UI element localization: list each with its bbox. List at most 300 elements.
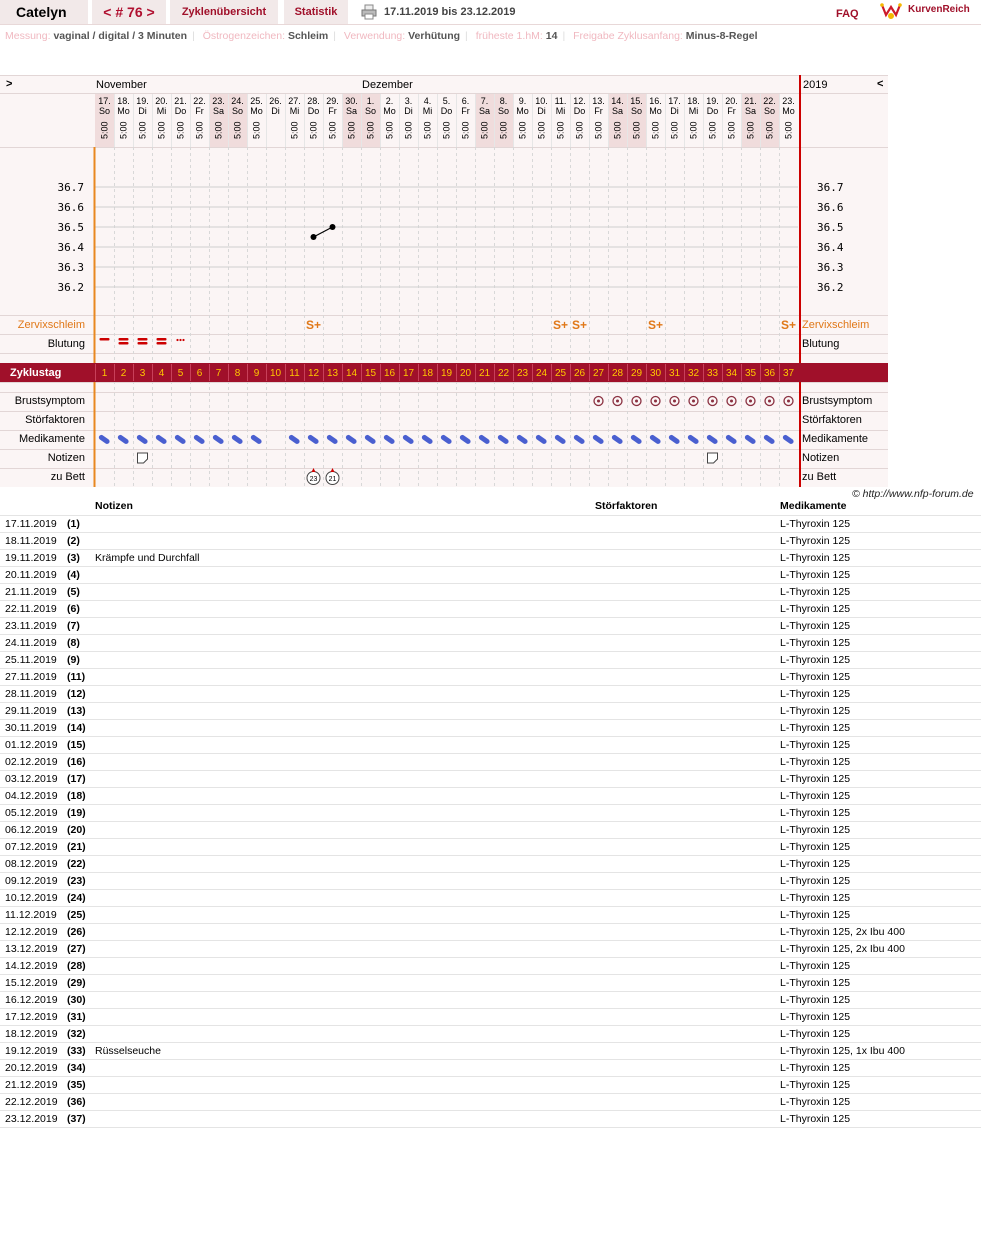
- day-time: 5:00: [327, 121, 338, 139]
- cycle-day-number: 8: [234, 368, 241, 379]
- row-medication: L-Thyroxin 125: [780, 532, 981, 549]
- row-date: 17.11.2019: [0, 515, 67, 532]
- day-date: 21.: [744, 96, 757, 106]
- cycle-day-number: 16: [383, 368, 396, 379]
- temperature-point: [330, 224, 336, 230]
- breast-symptom-icon: [730, 400, 733, 403]
- day-weekday: Mo: [383, 106, 396, 116]
- spotting-icon: [182, 339, 184, 341]
- day-time: 5:00: [251, 121, 262, 139]
- row-date: 22.12.2019: [0, 1093, 67, 1110]
- bleeding-heavy-icon: [157, 338, 167, 341]
- row-stoerfaktor: [595, 549, 780, 566]
- row-medication: L-Thyroxin 125: [780, 736, 981, 753]
- day-weekday: Sa: [345, 106, 358, 116]
- faq-link[interactable]: FAQ: [836, 8, 859, 20]
- cycle-day-number: 36: [763, 368, 776, 379]
- row-stoerfaktor: [595, 855, 780, 872]
- day-date: 23.: [212, 96, 225, 106]
- cycle-day-number: 29: [630, 368, 643, 379]
- row-note: [95, 1076, 595, 1093]
- day-weekday: So: [630, 106, 643, 116]
- breast-symptom-icon: [635, 400, 638, 403]
- cycle-day-number: 1: [101, 368, 108, 379]
- y-tick-label-right: 36.7: [817, 181, 844, 194]
- row-stoerfaktor: [595, 872, 780, 889]
- cycle-day-number: 19: [440, 368, 453, 379]
- row-medication: L-Thyroxin 125: [780, 787, 981, 804]
- day-date: 14.: [611, 96, 624, 106]
- row-date: 07.12.2019: [0, 838, 67, 855]
- row-cycle-day: (15): [67, 736, 95, 753]
- day-time: 5:00: [137, 121, 148, 139]
- table-row: [0, 838, 981, 855]
- table-row: [0, 821, 981, 838]
- breast-symptom-icon: [768, 400, 771, 403]
- bedtime-label: 21: [328, 476, 337, 483]
- day-time: 5:00: [384, 121, 395, 139]
- cycle-day-number: 18: [421, 368, 434, 379]
- table-row: [0, 855, 981, 872]
- y-tick-label: 36.6: [57, 201, 84, 214]
- temperature-point: [311, 234, 317, 240]
- row-cycle-day: (22): [67, 855, 95, 872]
- day-date: 8.: [499, 96, 508, 106]
- table-row: [0, 515, 981, 532]
- row-medication: L-Thyroxin 125: [780, 1059, 981, 1076]
- day-date: 20.: [155, 96, 168, 106]
- bleeding-heavy-icon: [138, 342, 148, 345]
- row-cycle-day: (26): [67, 923, 95, 940]
- day-date: 20.: [725, 96, 738, 106]
- day-date: 18.: [117, 96, 130, 106]
- row-stoerfaktor: [595, 1076, 780, 1093]
- row-stoerfaktor: [595, 583, 780, 600]
- row-date: 12.12.2019: [0, 923, 67, 940]
- row-cycle-day: (12): [67, 685, 95, 702]
- row-stoerfaktor: [595, 532, 780, 549]
- copyright[interactable]: © http://www.nfp-forum.de: [852, 488, 974, 500]
- cycle-day-number: 25: [554, 368, 567, 379]
- row-medication: L-Thyroxin 125: [780, 702, 981, 719]
- row-note: [95, 651, 595, 668]
- day-time: 5:00: [726, 121, 737, 139]
- table-row: [0, 889, 981, 906]
- y-tick-label: 36.3: [57, 261, 84, 274]
- day-time: 5:00: [289, 121, 300, 139]
- row-label-notes-right: Notizen: [802, 452, 840, 464]
- row-medication: L-Thyroxin 125: [780, 974, 981, 991]
- cycle-day-number: 12: [307, 368, 320, 379]
- row-cycle-day: (35): [67, 1076, 95, 1093]
- row-date: 19.12.2019: [0, 1042, 67, 1059]
- row-date: 29.11.2019: [0, 702, 67, 719]
- day-date: 9.: [518, 96, 527, 106]
- row-date: 02.12.2019: [0, 753, 67, 770]
- row-note: [95, 957, 595, 974]
- spotting-icon: [179, 339, 181, 341]
- day-weekday: Mi: [688, 106, 699, 116]
- cycle-day-number: 21: [478, 368, 491, 379]
- row-cycle-day: (20): [67, 821, 95, 838]
- cycle-day-number: 20: [459, 368, 472, 379]
- day-date: 26.: [269, 96, 282, 106]
- cervix-mucus-icon: S+: [305, 318, 322, 332]
- y-tick-label: 36.4: [57, 241, 84, 254]
- row-note: [95, 889, 595, 906]
- day-time: 5:00: [536, 121, 547, 139]
- day-date: 15.: [630, 96, 643, 106]
- row-stoerfaktor: [595, 600, 780, 617]
- row-cycle-day: (23): [67, 872, 95, 889]
- row-date: 14.12.2019: [0, 957, 67, 974]
- row-date: 16.12.2019: [0, 991, 67, 1008]
- verwendung-value: Verhütung: [408, 30, 461, 42]
- row-stoerfaktor: [595, 634, 780, 651]
- breast-symptom-icon: [616, 400, 619, 403]
- day-weekday: Mo: [782, 106, 795, 116]
- day-date: 5.: [442, 96, 451, 106]
- cycle-day-number: 5: [177, 368, 184, 379]
- row-medication: L-Thyroxin 125: [780, 566, 981, 583]
- day-time: 5:00: [650, 121, 661, 139]
- day-weekday: Do: [573, 106, 586, 116]
- row-cycle-day: (14): [67, 719, 95, 736]
- row-cycle-day: (5): [67, 583, 95, 600]
- printer-icon[interactable]: [361, 4, 377, 20]
- date-range: 17.11.2019 bis 23.12.2019: [384, 6, 516, 18]
- table-row: [0, 1042, 981, 1059]
- row-note: [95, 940, 595, 957]
- day-time: 5:00: [441, 121, 452, 139]
- messung-value: vaginal / digital / 3 Minuten: [53, 30, 188, 42]
- day-weekday: Di: [537, 106, 546, 116]
- row-medication: L-Thyroxin 125: [780, 651, 981, 668]
- day-weekday: Di: [138, 106, 147, 116]
- cycle-day-number: 2: [120, 368, 127, 379]
- cycle-day-number: 13: [326, 368, 339, 379]
- day-date: 17.: [98, 96, 111, 106]
- cycle-day-number: 32: [687, 368, 700, 379]
- row-medication: L-Thyroxin 125, 2x Ibu 400: [780, 940, 981, 957]
- breast-symptom-icon: [597, 400, 600, 403]
- settings-info-line: Messung: vaginal / digital / 3 Minuten | Östrogenzeichen: Schleim | Verwendung: Verhütung | früheste 1.hM: 14 | Freigabe Zyklusanfang: Minus-8-Regel: [5, 30, 758, 42]
- row-cycle-day: (24): [67, 889, 95, 906]
- row-cycle-day: (31): [67, 1008, 95, 1025]
- table-row: [0, 1110, 981, 1127]
- day-date: 19.: [136, 96, 149, 106]
- cycle-day-number: 26: [573, 368, 586, 379]
- day-date: 25.: [250, 96, 263, 106]
- row-note: [95, 923, 595, 940]
- row-cycle-day: (18): [67, 787, 95, 804]
- month-label: November: [96, 79, 147, 91]
- row-stoerfaktor: [595, 787, 780, 804]
- row-stoerfaktor: [595, 838, 780, 855]
- row-medication: L-Thyroxin 125: [780, 515, 981, 532]
- row-medication: L-Thyroxin 125: [780, 855, 981, 872]
- cycle-day-number: 4: [158, 368, 165, 379]
- day-date: 23.: [782, 96, 795, 106]
- day-weekday: Mo: [649, 106, 662, 116]
- day-date: 6.: [461, 96, 470, 106]
- row-stoerfaktor: [595, 651, 780, 668]
- row-medication: L-Thyroxin 125, 2x Ibu 400: [780, 923, 981, 940]
- day-time: 5:00: [631, 121, 642, 139]
- row-date: 17.12.2019: [0, 1008, 67, 1025]
- day-date: 12.: [573, 96, 586, 106]
- row-note: [95, 1059, 595, 1076]
- freigabe-label: Freigabe Zyklusanfang:: [573, 30, 683, 42]
- day-weekday: Mi: [422, 106, 433, 116]
- day-date: 29.: [326, 96, 339, 106]
- row-stoerfaktor: [595, 923, 780, 940]
- messung-label: Messung:: [5, 30, 51, 42]
- day-time: 5:00: [574, 121, 585, 139]
- table-row: [0, 1076, 981, 1093]
- row-cycle-day: (13): [67, 702, 95, 719]
- day-time: 5:00: [460, 121, 471, 139]
- day-weekday: So: [98, 106, 111, 116]
- row-cycle-day: (9): [67, 651, 95, 668]
- cycle-navigator[interactable]: < # 76 >: [92, 0, 166, 24]
- header-notes: Notizen: [95, 498, 595, 515]
- row-stoerfaktor: [595, 702, 780, 719]
- row-note: [95, 1093, 595, 1110]
- table-row: [0, 719, 981, 736]
- row-note: [95, 1110, 595, 1127]
- cycle-day-number: 9: [253, 368, 260, 379]
- kurvenreich-logo-icon[interactable]: [880, 1, 902, 21]
- row-date: 03.12.2019: [0, 770, 67, 787]
- row-medication: L-Thyroxin 125: [780, 1093, 981, 1110]
- day-time: 5:00: [365, 121, 376, 139]
- breast-symptom-icon: [787, 400, 790, 403]
- row-date: 30.11.2019: [0, 719, 67, 736]
- row-date: 20.11.2019: [0, 566, 67, 583]
- row-note: [95, 515, 595, 532]
- day-time: 5:00: [669, 121, 680, 139]
- nav-left-icon: >: [6, 78, 13, 90]
- day-date: 24.: [231, 96, 244, 106]
- row-stoerfaktor: [595, 1110, 780, 1127]
- row-note: [95, 600, 595, 617]
- row-stoerfaktor: [595, 668, 780, 685]
- row-medication: L-Thyroxin 125: [780, 668, 981, 685]
- row-medication: L-Thyroxin 125: [780, 770, 981, 787]
- tab-cycle-overview[interactable]: Zyklenübersicht: [170, 0, 278, 24]
- table-row: [0, 1093, 981, 1110]
- bleeding-heavy-icon: [157, 342, 167, 345]
- table-row: [0, 685, 981, 702]
- day-date: 30.: [345, 96, 358, 106]
- cycle-day-number: 27: [592, 368, 605, 379]
- breast-symptom-icon: [673, 400, 676, 403]
- row-cycle-day: (17): [67, 770, 95, 787]
- day-time: 5:00: [346, 121, 357, 139]
- logo-text[interactable]: KurvenReich: [908, 4, 970, 15]
- row-label-disturbance-right: Störfaktoren: [802, 414, 862, 426]
- row-date: 13.12.2019: [0, 940, 67, 957]
- row-note: [95, 668, 595, 685]
- row-note: [95, 872, 595, 889]
- y-tick-label: 36.2: [57, 281, 84, 294]
- day-time: 5:00: [175, 121, 186, 139]
- day-time: 5:00: [194, 121, 205, 139]
- row-date: 27.11.2019: [0, 668, 67, 685]
- day-date: 1.: [366, 96, 375, 106]
- row-date: 10.12.2019: [0, 889, 67, 906]
- day-time: 5:00: [745, 121, 756, 139]
- row-date: 23.12.2019: [0, 1110, 67, 1127]
- row-date: 04.12.2019: [0, 787, 67, 804]
- row-note: [95, 991, 595, 1008]
- bleeding-light-icon: [100, 338, 110, 341]
- table-row: [0, 1008, 981, 1025]
- day-weekday: Mo: [117, 106, 130, 116]
- row-stoerfaktor: [595, 736, 780, 753]
- row-date: 18.11.2019: [0, 532, 67, 549]
- cycle-day-number: 30: [649, 368, 662, 379]
- row-date: 11.12.2019: [0, 906, 67, 923]
- cycle-day-number: 23: [516, 368, 529, 379]
- day-weekday: Mi: [156, 106, 167, 116]
- day-weekday: So: [497, 106, 510, 116]
- row-date: 28.11.2019: [0, 685, 67, 702]
- day-date: 27.: [288, 96, 301, 106]
- table-row: [0, 617, 981, 634]
- breast-symptom-icon: [654, 400, 657, 403]
- row-note: [95, 838, 595, 855]
- row-medication: L-Thyroxin 125: [780, 889, 981, 906]
- day-time: 5:00: [517, 121, 528, 139]
- day-weekday: Mi: [555, 106, 566, 116]
- row-cycle-day: (30): [67, 991, 95, 1008]
- row-note: [95, 566, 595, 583]
- row-note: [95, 634, 595, 651]
- row-note: [95, 685, 595, 702]
- day-time: 5:00: [422, 121, 433, 139]
- table-row: [0, 566, 981, 583]
- y-tick-label-right: 36.6: [817, 201, 844, 214]
- day-time: 5:00: [156, 121, 167, 139]
- row-note: [95, 702, 595, 719]
- table-row: [0, 583, 981, 600]
- table-row: [0, 1025, 981, 1042]
- cycle-day-number: 28: [611, 368, 624, 379]
- row-date: 08.12.2019: [0, 855, 67, 872]
- table-row: [0, 651, 981, 668]
- row-note: [95, 753, 595, 770]
- day-weekday: Mo: [516, 106, 529, 116]
- row-stoerfaktor: [595, 889, 780, 906]
- tab-statistics[interactable]: Statistik: [284, 0, 348, 24]
- bleeding-heavy-icon: [119, 342, 129, 345]
- row-date: 05.12.2019: [0, 804, 67, 821]
- row-cycle-day: (4): [67, 566, 95, 583]
- y-tick-label-right: 36.5: [817, 221, 844, 234]
- y-tick-label: 36.5: [57, 221, 84, 234]
- table-row: [0, 702, 981, 719]
- row-medication: L-Thyroxin 125, 1x Ibu 400: [780, 1042, 981, 1059]
- header-medikamente: Medikamente: [780, 498, 981, 515]
- row-note: [95, 1008, 595, 1025]
- row-medication: L-Thyroxin 125: [780, 957, 981, 974]
- row-cycle-day: (2): [67, 532, 95, 549]
- row-stoerfaktor: [595, 1042, 780, 1059]
- day-time: 5:00: [99, 121, 110, 139]
- day-date: 22.: [763, 96, 776, 106]
- row-stoerfaktor: [595, 685, 780, 702]
- row-note: [95, 736, 595, 753]
- row-cycle-day: (16): [67, 753, 95, 770]
- table-row: [0, 753, 981, 770]
- row-date: 20.12.2019: [0, 1059, 67, 1076]
- row-note: [95, 719, 595, 736]
- day-date: 18.: [687, 96, 700, 106]
- row-medication: L-Thyroxin 125: [780, 1110, 981, 1127]
- row-note: [95, 821, 595, 838]
- cervix-mucus-icon: S+: [780, 318, 797, 332]
- day-date: 17.: [668, 96, 681, 106]
- day-date: 11.: [554, 96, 567, 106]
- notes-table-header: [0, 498, 981, 515]
- row-note: [95, 855, 595, 872]
- table-row: [0, 634, 981, 651]
- row-medication: L-Thyroxin 125: [780, 838, 981, 855]
- day-weekday: Di: [670, 106, 679, 116]
- cycle-day-number: 3: [139, 368, 146, 379]
- row-stoerfaktor: [595, 906, 780, 923]
- row-label-breast-right: Brustsymptom: [802, 395, 873, 407]
- row-cycle-day: (25): [67, 906, 95, 923]
- y-tick-label-right: 36.4: [817, 241, 844, 254]
- row-medication: L-Thyroxin 125: [780, 634, 981, 651]
- row-note: [95, 787, 595, 804]
- row-note: [95, 583, 595, 600]
- cervix-mucus-icon: S+: [647, 318, 664, 332]
- y-tick-label-right: 36.3: [817, 261, 844, 274]
- day-time: 5:00: [232, 121, 243, 139]
- day-weekday: Sa: [744, 106, 757, 116]
- row-date: 09.12.2019: [0, 872, 67, 889]
- row-stoerfaktor: [595, 719, 780, 736]
- row-cycle-day: (29): [67, 974, 95, 991]
- row-medication: L-Thyroxin 125: [780, 719, 981, 736]
- row-cycle-day: (3): [67, 549, 95, 566]
- row-cycle-day: (34): [67, 1059, 95, 1076]
- row-note: [95, 770, 595, 787]
- row-note: [95, 617, 595, 634]
- row-stoerfaktor: [595, 974, 780, 991]
- table-row: [0, 532, 981, 549]
- row-note: [95, 804, 595, 821]
- table-row: [0, 736, 981, 753]
- row-cycle-day: (28): [67, 957, 95, 974]
- year-label: 2019: [803, 79, 828, 91]
- row-label-medication: Medikamente: [18, 433, 85, 445]
- day-weekday: Sa: [212, 106, 225, 116]
- oestrogen-value: Schleim: [287, 30, 329, 42]
- oestrogen-label: Östrogenzeichen:: [202, 30, 286, 42]
- row-medication: L-Thyroxin 125: [780, 804, 981, 821]
- row-cycle-day: (19): [67, 804, 95, 821]
- table-row: [0, 600, 981, 617]
- row-label-disturbance: Störfaktoren: [25, 414, 85, 426]
- month-label: Dezember: [362, 79, 413, 91]
- cycle-day-number: 31: [668, 368, 681, 379]
- row-cycle-day: (21): [67, 838, 95, 855]
